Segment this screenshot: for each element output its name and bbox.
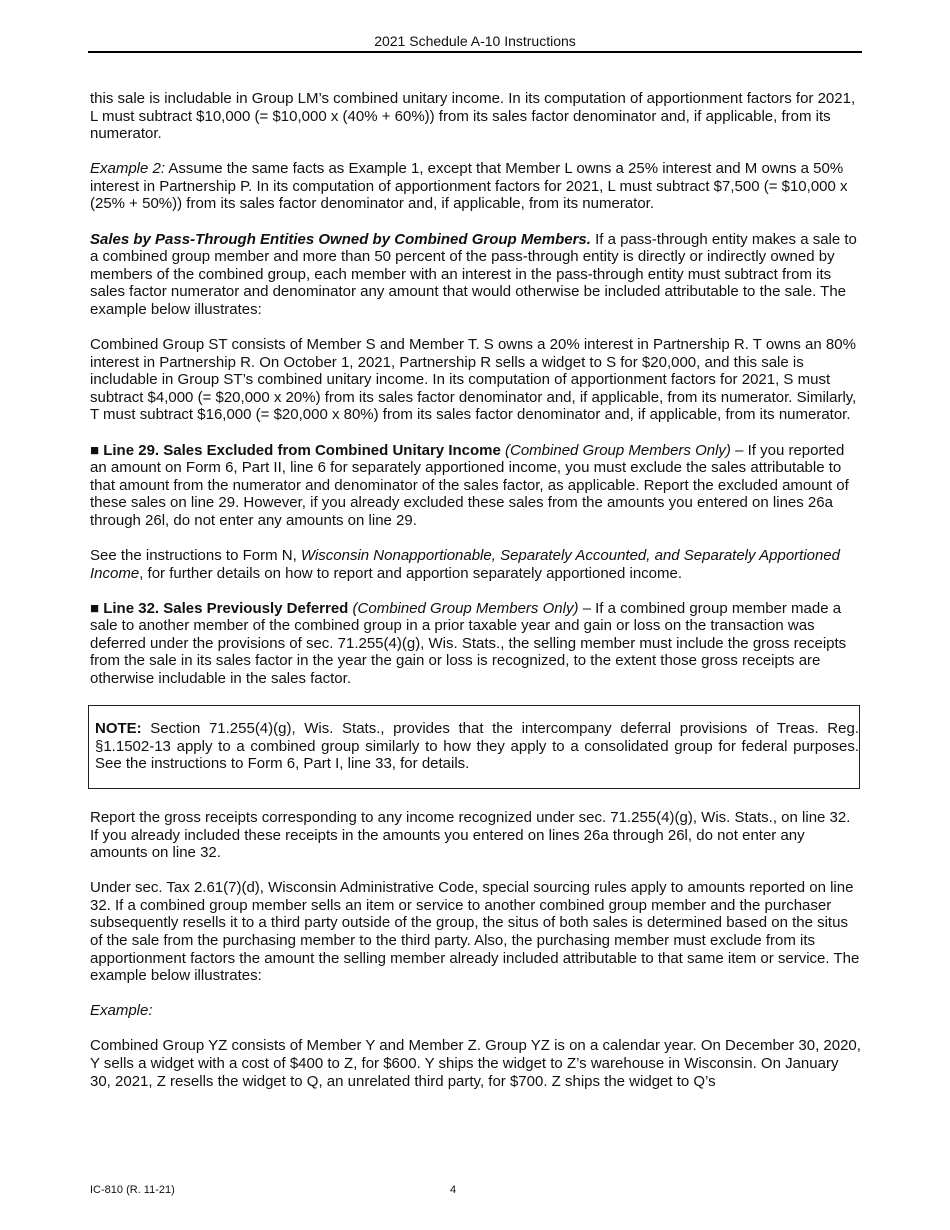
note-label: NOTE: — [95, 720, 142, 738]
section-heading: Sales by Pass-Through Entities Owned by Combined Group Members. — [90, 230, 591, 248]
paragraph-group-st-example — [90, 336, 862, 424]
paragraph-text: See the instructions to Form N, — [90, 546, 301, 564]
note-box — [88, 705, 860, 789]
page-content — [90, 90, 862, 1108]
page-header — [88, 32, 862, 53]
paragraph-pass-through-sales — [90, 231, 862, 319]
line-32-qualifier: (Combined Group Members Only) — [348, 599, 579, 617]
paragraph-continuation — [90, 90, 862, 143]
paragraph-text: Report the gross receipts corresponding to any income recognized under sec. 71.255(4)(g), Wis. Stats., on line 32. If you already included these receipts in the amounts you entered on lines 26a through 26l, do not enter any amounts on line 32. — [90, 808, 851, 862]
paragraph-text: – If you reported an amount on Form 6, Part II, line 6 for separately apportioned income, you must exclude the sales attributable to that amount from the numerator and denominator of the sales factor, as applicable. Report the excluded amount of these sales on line 29. However, if you already excluded these sales from the amounts you entered on lines 26a through 26l, do not enter any amounts on line 29. — [90, 441, 849, 529]
paragraph-text: If a pass-through entity makes a sale to a combined group member and more than 50 percent of the pass-through entity is directly or indirectly owned by members of the combined group, each member with an interest in the pass-through entity must subtract from its sales factor numerator and denominator any amount that would otherwise be included attributable to the sale. The example below illustrates: — [90, 230, 857, 318]
paragraph-report-receipts — [90, 809, 862, 862]
paragraph-example-label — [90, 1002, 862, 1020]
form-identifier: IC-810 (R. 11-21) — [90, 1184, 175, 1196]
paragraph-sourcing-rules — [90, 879, 862, 985]
paragraph-group-yz-example — [90, 1037, 862, 1090]
example-label: Example: — [90, 1002, 153, 1020]
paragraph-line-32 — [90, 600, 862, 688]
note-text: Section 71.255(4)(g), Wis. Stats., provides that the intercompany deferral provisions of Treas. Reg. §1.1502-13 apply to a combined group similarly to how they apply to a consolidated group for federal purposes. See the instructions to Form 6, Part I, line 33, for details. — [95, 720, 859, 773]
paragraph-text: – If a combined group member made a sale to another member of the combined group in a prior taxable year and gain or loss on the transaction was deferred under the provisions of sec. 71.255(4)(g), Wis. Stats., the selling member must include the gross receipts from the sale in its sales factor in the year the gain or loss is recognized, to the extent those gross receipts are otherwise includable in the sales factor. — [90, 599, 847, 688]
paragraph-line-29 — [90, 442, 862, 530]
line-29-qualifier: (Combined Group Members Only) — [500, 441, 731, 459]
line-32-heading: ■ Line 32. Sales Previously Deferred — [90, 599, 349, 617]
paragraph-text: Under sec. Tax 2.61(7)(d), Wisconsin Administrative Code, special sourcing rules apply to amounts reported on line 32. If a combined group member sells an item or service to another combined group member and the purchaser subsequently resells it to a third party outside of the group, the situs of both sales is determined based on the situs of the sale from the purchasing member to the third party. Also, the purchasing member must exclude from its apportionment factors the amount the selling member already included attributable to that same item or service. The example below illustrates: — [90, 879, 860, 985]
example-label: Example 2: — [90, 160, 166, 178]
paragraph-form-n-reference — [90, 547, 862, 582]
note-paragraph — [95, 720, 859, 773]
paragraph-text: , for further details on how to report and apportion separately apportioned income. — [139, 564, 683, 582]
header-title: 2021 Schedule A-10 Instructions — [374, 33, 576, 49]
paragraph-text: Assume the same facts as Example 1, except that Member L owns a 25% interest and M owns a 50% interest in Partnership P. In its computation of apportionment factors for 2021, L must subtract $7,500 (= $10,000 x (25% + 50%)) from its sales factor denominator and, if applicable, from its numerator. — [90, 160, 848, 213]
paragraph-text: Combined Group ST consists of Member S and Member T. S owns a 20% interest in Partnership R. T owns an 80% interest in Partnership R. On October 1, 2021, Partnership R sells a widget to S for $20,000, and this sale is includable in Group ST’s combined unitary income. In its computation of apportionment factors for 2021, S must subtract $4,000 (= $20,000 x 20%) from its sales factor denominator and, if applicable, from its numerator. Similarly, T must subtract $16,000 (= $20,000 x 80%) from its sales factor denominator and, if applicable, from its numerator. — [90, 336, 857, 424]
paragraph-text: Combined Group YZ consists of Member Y and Member Z. Group YZ is on a calendar year. On December 30, 2020, Y sells a widget with a cost of $400 to Z, for $600. Y ships the widget to Z’s warehouse in Wisconsin. On January 30, 2021, Z resells the widget to Q, an unrelated third party, for $700. Z ships the widget to Q’s — [90, 1037, 861, 1090]
paragraph-text: this sale is includable in Group LM’s combined unitary income. In its computation of apportionment factors for 2021, L must subtract $10,000 (= $10,000 x (40% + 60%)) from its sales factor denominator and, if applicable, from its numerator. — [90, 90, 856, 143]
form-n-title: Wisconsin Nonapportionable, Separately Accounted, and Separately Apportioned Income — [90, 546, 841, 582]
line-29-heading: ■ Line 29. Sales Excluded from Combined Unitary Income — [90, 441, 501, 459]
page-number: 4 — [450, 1184, 457, 1196]
paragraph-example-2 — [90, 160, 862, 213]
